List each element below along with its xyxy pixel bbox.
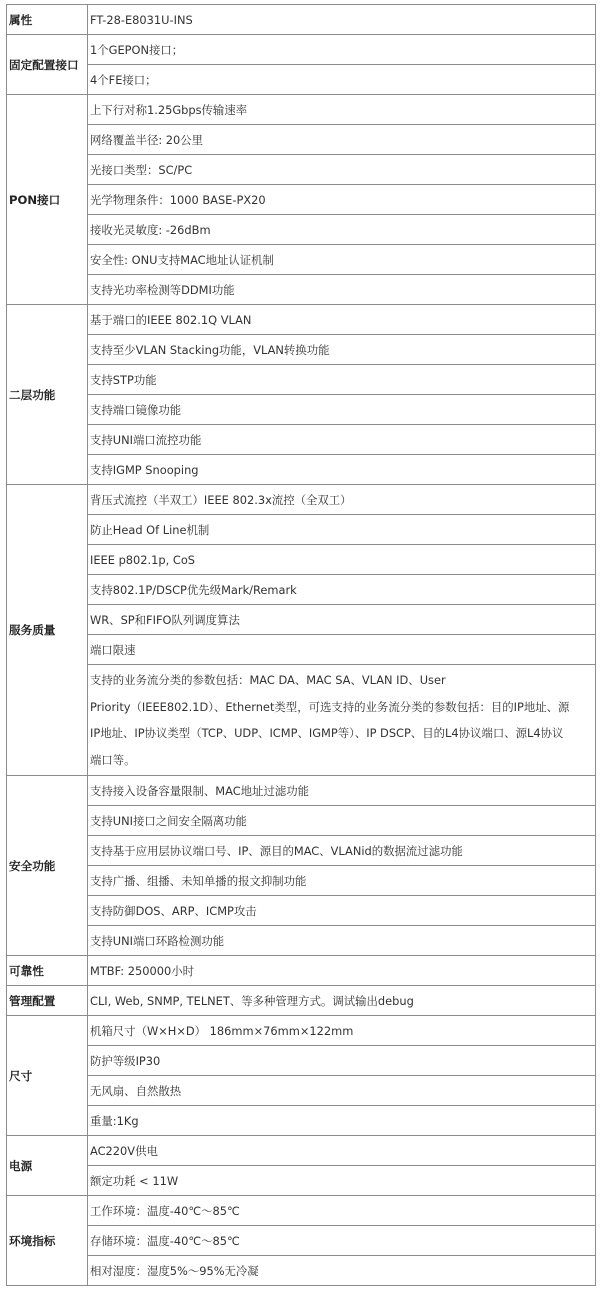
table-row (7, 635, 596, 665)
table-row (7, 1136, 596, 1166)
value-cell: 支持基于应用层协议端口号、IP、源目的MAC、VLANid的数据流过滤功能 (88, 836, 596, 866)
value-cell: 支持UNI端口流控功能 (88, 425, 596, 455)
value-cell-multiline (88, 665, 596, 776)
value-cell: FT-28-E8031U-INS (88, 5, 596, 35)
table-row (7, 1226, 596, 1256)
value-cell: 背压式流控（半双工）IEEE 802.3x流控（全双工） (88, 485, 596, 515)
table-row (7, 836, 596, 866)
value-cell: 安全性: ONU支持MAC地址认证机制 (88, 245, 596, 275)
value-line: IP地址、IP协议类型（TCP、UDP、ICMP、IGMP等）、IP DSCP、目的L4协议端口、源L4协议 (90, 726, 564, 740)
value-cell: 支持端口镜像功能 (88, 395, 596, 425)
table-row (7, 95, 596, 125)
value-cell: 支持802.1P/DSCP优先级Mark/Remark (88, 575, 596, 605)
value-cell: 光接口类型：SC/PC (88, 155, 596, 185)
value-cell: 支持接入设备容量限制、MAC地址过滤功能 (88, 776, 596, 806)
value-cell: 支持广播、组播、未知单播的报文抑制功能 (88, 866, 596, 896)
table-row (7, 605, 596, 635)
value-cell: 支持STP功能 (88, 365, 596, 395)
value-cell: 支持光功率检测等DDMI功能 (88, 275, 596, 305)
table-row (7, 1016, 596, 1046)
spec-table-body (7, 5, 596, 1286)
value-line: Priority（IEEE802.1D）、Ethernet类型，可选支持的业务流分类的参数包括：目的IP地址、源 (90, 699, 570, 714)
table-row (7, 1076, 596, 1106)
table-row (7, 155, 596, 185)
spec-table (6, 4, 596, 1286)
value-cell: 工作环境：温度-40℃～85℃ (88, 1196, 596, 1226)
table-row (7, 215, 596, 245)
table-row (7, 65, 596, 95)
table-row (7, 335, 596, 365)
value-line: 端口等。 (90, 752, 136, 767)
table-row (7, 395, 596, 425)
category-cell: 可靠性 (7, 956, 88, 986)
value-cell: 机箱尺寸（W×H×D） 186mm×76mm×122mm (88, 1016, 596, 1046)
table-row (7, 1106, 596, 1136)
table-row (7, 776, 596, 806)
table-row (7, 125, 596, 155)
category-cell: 尺寸 (7, 1016, 88, 1136)
category-cell: 安全功能 (7, 776, 88, 956)
value-cell: 网络覆盖半径: 20公里 (88, 125, 596, 155)
value-cell: WR、SP和FIFO队列调度算法 (88, 605, 596, 635)
value-cell: 光学物理条件：1000 BASE-PX20 (88, 185, 596, 215)
category-cell: 固定配置接口 (7, 35, 88, 95)
table-row (7, 575, 596, 605)
table-row (7, 665, 596, 776)
value-cell: 防护等级IP30 (88, 1046, 596, 1076)
table-row (7, 986, 596, 1016)
table-row (7, 305, 596, 335)
value-cell: 存储环境：温度-40℃～85℃ (88, 1226, 596, 1256)
value-cell: 4个FE接口； (88, 65, 596, 95)
value-cell: MTBF: 250000小时 (88, 956, 596, 986)
value-cell: 端口限速 (88, 635, 596, 665)
value-cell: 防止Head Of Line机制 (88, 515, 596, 545)
value-cell: IEEE p802.1p, CoS (88, 545, 596, 575)
category-cell: 电源 (7, 1136, 88, 1196)
category-cell: 环境指标 (7, 1196, 88, 1286)
value-cell: 重量:1Kg (88, 1106, 596, 1136)
table-row (7, 1166, 596, 1196)
table-row (7, 5, 596, 35)
value-cell: 支持至少VLAN Stacking功能，VLAN转换功能 (88, 335, 596, 365)
table-row (7, 185, 596, 215)
value-cell: 额定功耗 < 11W (88, 1166, 596, 1196)
table-row (7, 896, 596, 926)
category-cell: PON接口 (7, 95, 88, 305)
category-cell: 属性 (7, 5, 88, 35)
table-row (7, 485, 596, 515)
table-row (7, 455, 596, 485)
value-cell: 接收光灵敏度: -26dBm (88, 215, 596, 245)
value-cell: 相对湿度：湿度5%～95%无冷凝 (88, 1256, 596, 1286)
category-cell: 二层功能 (7, 305, 88, 485)
table-row (7, 515, 596, 545)
table-row (7, 806, 596, 836)
value-cell: 支持IGMP Snooping (88, 455, 596, 485)
table-row (7, 1256, 596, 1286)
value-cell: 上下行对称1.25Gbps传输速率 (88, 95, 596, 125)
table-row (7, 545, 596, 575)
category-cell: 管理配置 (7, 986, 88, 1016)
value-line: 支持的业务流分类的参数包括：MAC DA、MAC SA、VLAN ID、User (90, 673, 446, 687)
value-cell: 无风扇、自然散热 (88, 1076, 596, 1106)
value-cell: CLI, Web, SNMP, TELNET、等多种管理方式。调试输出debug (88, 986, 596, 1016)
table-row (7, 425, 596, 455)
table-row (7, 926, 596, 956)
value-cell: 基于端口的IEEE 802.1Q VLAN (88, 305, 596, 335)
table-row (7, 245, 596, 275)
table-row (7, 365, 596, 395)
value-cell: 支持防御DOS、ARP、ICMP攻击 (88, 896, 596, 926)
value-cell: 支持UNI端口环路检测功能 (88, 926, 596, 956)
value-cell: AC220V供电 (88, 1136, 596, 1166)
value-cell: 支持UNI接口之间安全隔离功能 (88, 806, 596, 836)
table-row (7, 866, 596, 896)
table-row (7, 1046, 596, 1076)
table-row (7, 275, 596, 305)
category-cell: 服务质量 (7, 485, 88, 776)
table-row (7, 956, 596, 986)
value-cell: 1个GEPON接口； (88, 35, 596, 65)
table-row (7, 35, 596, 65)
table-row (7, 1196, 596, 1226)
